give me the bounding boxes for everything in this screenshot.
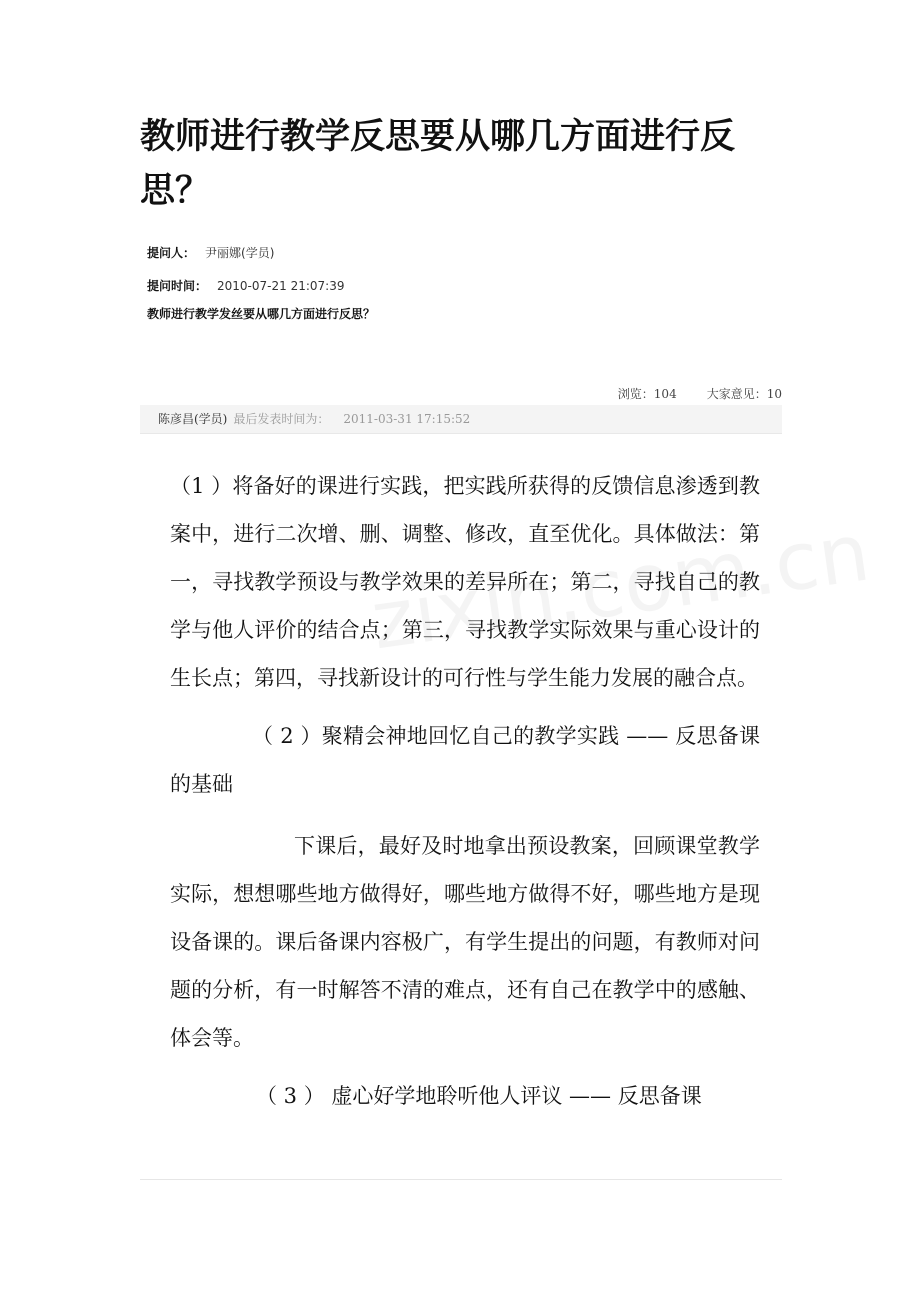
views-label: 浏览： [617,387,654,401]
answer-time-label: 最后发表时间为： [233,412,330,426]
answer-body [170,462,760,1120]
views-count: 104 [653,387,677,401]
ask-time-row [147,277,344,294]
answer-time: 2011-03-31 17:15:52 [343,412,471,426]
opinions-count[interactable]: 10 [766,387,782,401]
divider [140,1179,782,1180]
document-page [140,0,782,1302]
asker-row [147,244,274,261]
paragraph-2: （ 2 ）聚精会神地回忆自己的教学实践 —— 反思备课的基础 [170,724,760,796]
page-title: 教师进行教学反思要从哪几方面进行反思？ [140,116,736,211]
asker-label: 提问人： [147,246,196,260]
paragraph-1: （1 ）将备好的课进行实践，把实践所获得的反馈信息渗透到教案中，进行二次增、删、调整、修改，直至优化。具体做法：第一，寻找教学预设与教学效果的差异所在；第二，寻找自己的教学与他人评价的结合点；第三，寻找教学实际效果与重心设计的生长点；第四，寻找新设计的可行性与学生能力发展的融合点。 [170,474,760,690]
ask-time-label: 提问时间： [147,279,208,293]
paragraph-3: 下课后，最好及时地拿出预设教案，回顾课堂教学实际，想想哪些地方做得好，哪些地方做得不好，哪些地方是现设备课的。课后备课内容极广，有学生提出的问题，有教师对问题的分析，有一时解答不清的难点，还有自己在教学中的感触、体会等。 [170,834,760,1050]
paragraph-4: （ 3 ） 虚心好学地聆听他人评议 —— 反思备课 [256,1084,702,1108]
answer-author[interactable]: 陈彦昌(学员) [158,412,228,426]
answer-header [140,405,782,434]
stats-row [618,385,782,402]
ask-time-value: 2010-07-21 21:07:39 [217,279,345,293]
opinions-label: 大家意见： [706,387,767,401]
asker-value[interactable]: 尹丽娜(学员) [205,246,275,260]
question-text: 教师进行教学发丝要从哪几方面进行反思？ [147,307,376,321]
